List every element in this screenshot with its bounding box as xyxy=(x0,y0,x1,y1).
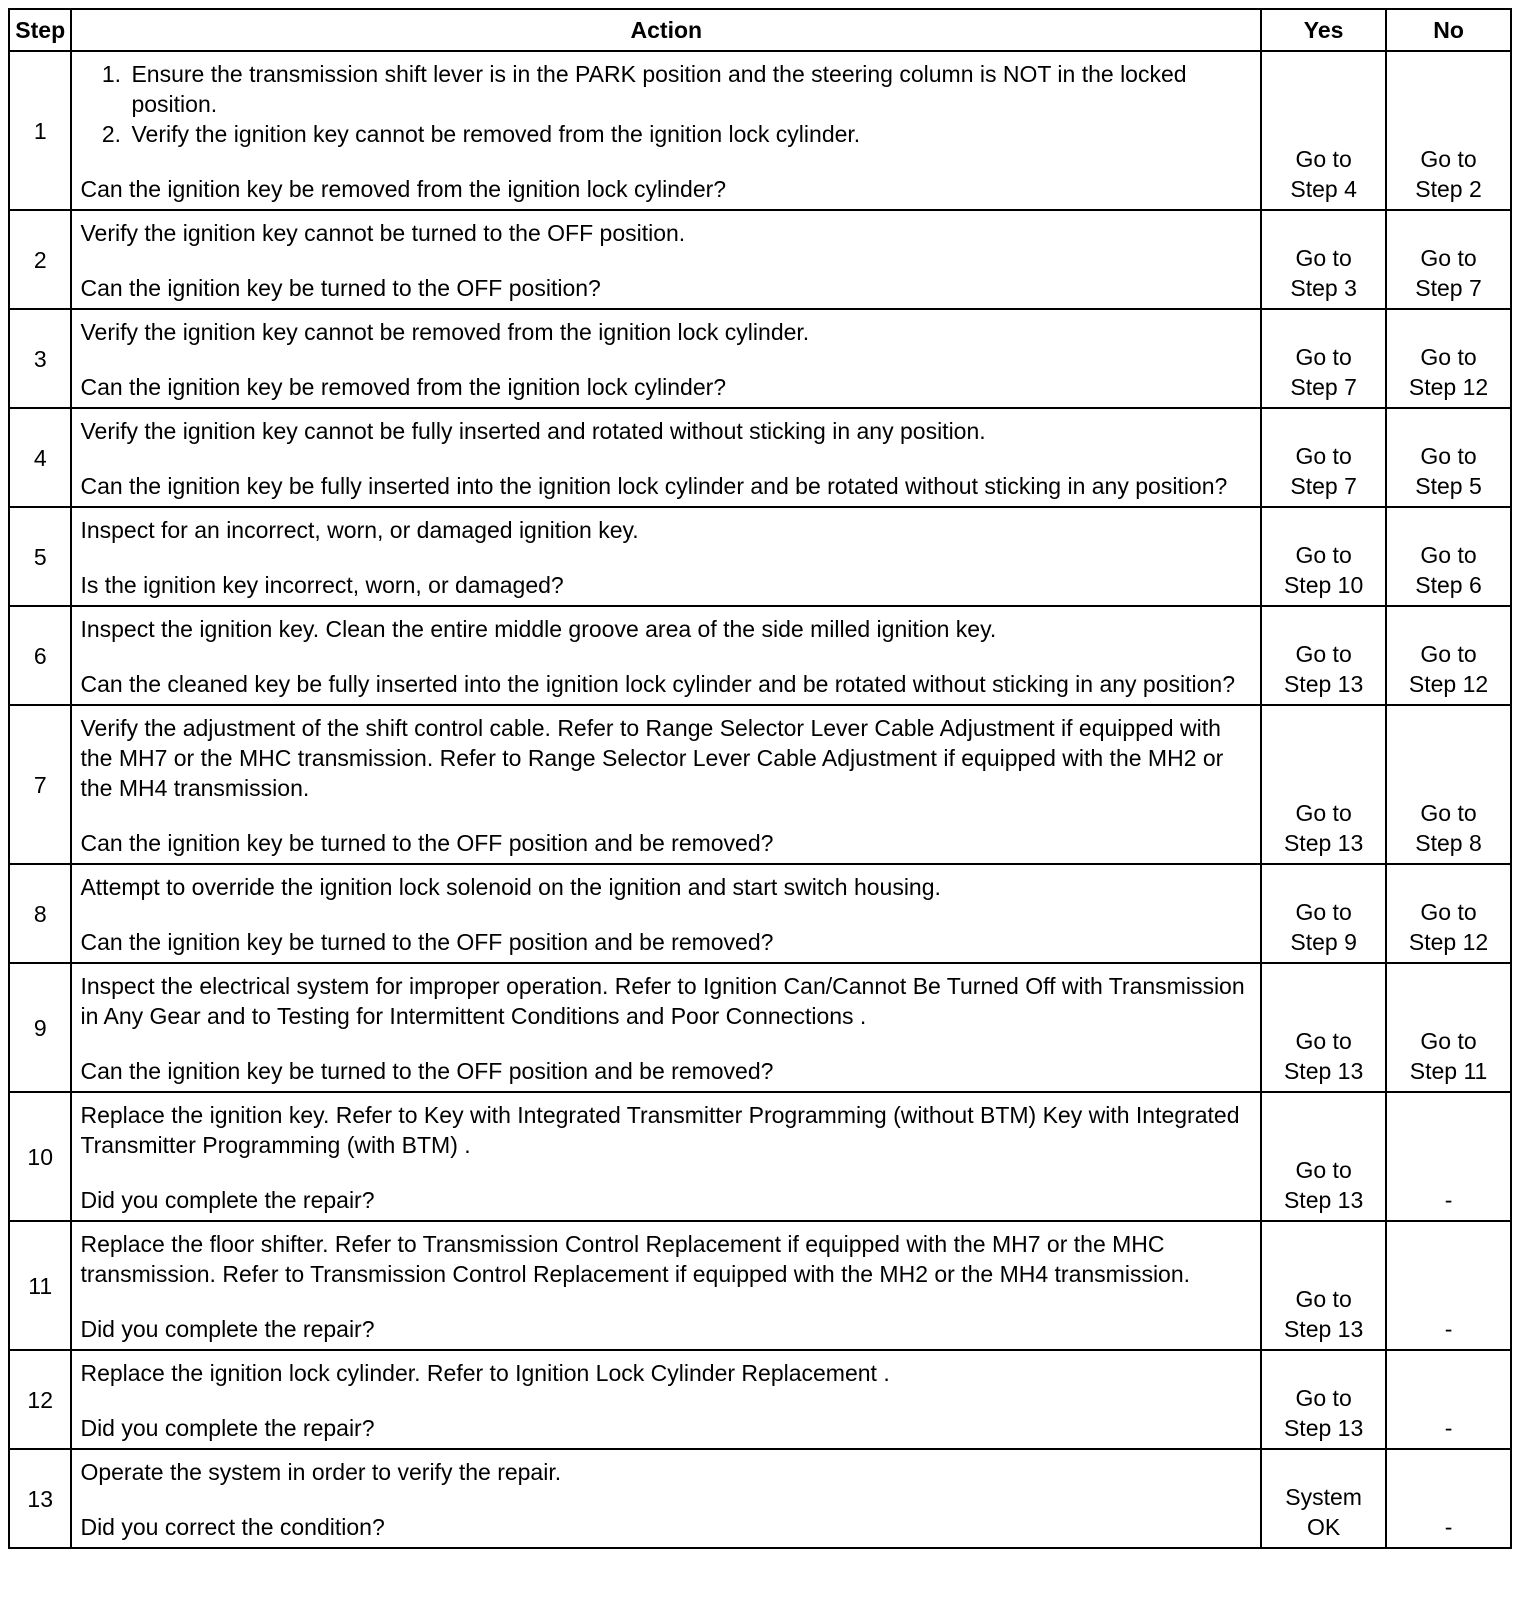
no-outcome-line: Go to xyxy=(1420,1028,1477,1054)
no-outcome xyxy=(1386,963,1511,1092)
header-action: Action xyxy=(71,9,1261,51)
yes-outcome xyxy=(1261,963,1386,1092)
paragraph-gap xyxy=(80,1487,1252,1512)
yes-outcome xyxy=(1261,705,1386,864)
no-outcome xyxy=(1386,1221,1511,1350)
yes-outcome-line: System xyxy=(1285,1484,1362,1510)
yes-outcome-line: Go to xyxy=(1295,146,1352,172)
action-question: Can the ignition key be turned to the OFF position? xyxy=(80,275,601,301)
step-number: 4 xyxy=(9,408,71,507)
yes-outcome xyxy=(1261,408,1386,507)
no-outcome xyxy=(1386,51,1511,210)
yes-outcome-line: Step 13 xyxy=(1283,1316,1364,1342)
table-row xyxy=(9,963,1511,1092)
action-cell xyxy=(71,864,1261,963)
no-outcome-line: - xyxy=(1444,1415,1453,1441)
action-text: Verify the ignition key cannot be fully inserted and rotated without sticking in any position. xyxy=(80,418,986,444)
yes-outcome-line: Go to xyxy=(1295,443,1352,469)
action-text: Attempt to override the ignition lock solenoid on the ignition and start switch housing. xyxy=(80,874,941,900)
no-outcome-line: Go to xyxy=(1420,443,1477,469)
action-list-item: 2. Verify the ignition key cannot be removed from the ignition lock cylinder. xyxy=(127,119,1252,149)
step-number: 7 xyxy=(9,705,71,864)
step-number: 1 xyxy=(9,51,71,210)
yes-outcome-line: Go to xyxy=(1295,1385,1352,1411)
step-number: 6 xyxy=(9,606,71,705)
table-row xyxy=(9,1092,1511,1221)
no-outcome xyxy=(1386,606,1511,705)
yes-outcome-line: Go to xyxy=(1295,245,1352,271)
action-cell xyxy=(71,51,1261,210)
table-row xyxy=(9,210,1511,309)
yes-outcome xyxy=(1261,864,1386,963)
action-question: Can the ignition key be removed from the ignition lock cylinder? xyxy=(80,374,727,400)
table-row xyxy=(9,864,1511,963)
table-row xyxy=(9,606,1511,705)
yes-outcome-line: Step 13 xyxy=(1283,671,1364,697)
yes-outcome-line: Go to xyxy=(1295,1157,1352,1183)
yes-outcome-line: Go to xyxy=(1295,899,1352,925)
step-number: 5 xyxy=(9,507,71,606)
action-cell xyxy=(71,606,1261,705)
action-question: Is the ignition key incorrect, worn, or damaged? xyxy=(80,572,564,598)
step-number: 10 xyxy=(9,1092,71,1221)
action-cell xyxy=(71,1221,1261,1350)
action-question: Can the cleaned key be fully inserted into the ignition lock cylinder and be rotated without sticking in any position? xyxy=(80,671,1235,697)
action-cell xyxy=(71,1449,1261,1548)
action-question: Can the ignition key be removed from the ignition lock cylinder? xyxy=(80,176,727,202)
table-row xyxy=(9,51,1511,210)
no-outcome-line: Go to xyxy=(1420,542,1477,568)
no-outcome-line: Step 12 xyxy=(1408,929,1489,955)
step-number: 11 xyxy=(9,1221,71,1350)
table-body xyxy=(9,51,1511,1548)
no-outcome-line: - xyxy=(1444,1514,1453,1540)
yes-outcome-line: Step 7 xyxy=(1290,374,1357,400)
table-row xyxy=(9,705,1511,864)
yes-outcome xyxy=(1261,1350,1386,1449)
action-list-item: 1. Ensure the transmission shift lever is in the PARK position and the steering column is NOT in the locked position. xyxy=(127,59,1252,119)
paragraph-gap xyxy=(80,644,1252,669)
action-question: Did you complete the repair? xyxy=(80,1415,375,1441)
action-text: Replace the ignition key. Refer to Key with Integrated Transmitter Programming (without BTM) Key with Integrated Transmitter Programming (with BTM) . xyxy=(80,1102,1240,1158)
no-outcome-line: Step 8 xyxy=(1415,830,1482,856)
step-number: 12 xyxy=(9,1350,71,1449)
no-outcome xyxy=(1386,210,1511,309)
action-cell xyxy=(71,1350,1261,1449)
paragraph-gap xyxy=(80,1031,1252,1056)
yes-outcome xyxy=(1261,1449,1386,1548)
action-text: Inspect the electrical system for improper operation. Refer to Ignition Can/Cannot Be Turned Off with Transmission in Any Gear and to Testing for Intermittent Conditions and Poor Connections . xyxy=(80,973,1245,1029)
step-number: 13 xyxy=(9,1449,71,1548)
action-text: Verify the ignition key cannot be turned to the OFF position. xyxy=(80,220,686,246)
no-outcome-line: Step 7 xyxy=(1415,275,1482,301)
header-step: Step xyxy=(9,9,71,51)
yes-outcome-line: Step 13 xyxy=(1283,1058,1364,1084)
yes-outcome-line: Step 9 xyxy=(1290,929,1357,955)
yes-outcome xyxy=(1261,309,1386,408)
no-outcome-line: - xyxy=(1444,1316,1453,1342)
table-row xyxy=(9,1449,1511,1548)
action-text: Inspect for an incorrect, worn, or damaged ignition key. xyxy=(80,517,639,543)
yes-outcome xyxy=(1261,1221,1386,1350)
no-outcome-line: Go to xyxy=(1420,245,1477,271)
yes-outcome xyxy=(1261,51,1386,210)
no-outcome-line: - xyxy=(1444,1187,1453,1213)
yes-outcome xyxy=(1261,1092,1386,1221)
paragraph-gap xyxy=(80,803,1252,828)
no-outcome xyxy=(1386,309,1511,408)
diagnostic-table xyxy=(8,8,1512,1549)
action-text: Replace the floor shifter. Refer to Transmission Control Replacement if equipped with the MH7 or the MHC transmission. Refer to Transmission Control Replacement if equipped with the MH2 or the MH4 transmission. xyxy=(80,1231,1191,1287)
no-outcome xyxy=(1386,507,1511,606)
no-outcome-line: Step 6 xyxy=(1415,572,1482,598)
yes-outcome-line: Step 4 xyxy=(1290,176,1357,202)
header-yes: Yes xyxy=(1261,9,1386,51)
yes-outcome-line: Go to xyxy=(1295,800,1352,826)
paragraph-gap xyxy=(80,248,1252,273)
action-question: Did you complete the repair? xyxy=(80,1316,375,1342)
yes-outcome-line: Step 13 xyxy=(1283,830,1364,856)
paragraph-gap xyxy=(80,1160,1252,1185)
yes-outcome-line: Step 7 xyxy=(1290,473,1357,499)
no-outcome-line: Step 2 xyxy=(1415,176,1482,202)
paragraph-gap xyxy=(80,149,1252,174)
table-row xyxy=(9,1221,1511,1350)
yes-outcome-line: Step 13 xyxy=(1283,1187,1364,1213)
action-question: Did you correct the condition? xyxy=(80,1514,385,1540)
paragraph-gap xyxy=(80,902,1252,927)
yes-outcome-line: OK xyxy=(1307,1514,1341,1540)
action-text: Inspect the ignition key. Clean the entire middle groove area of the side milled ignition key. xyxy=(80,616,997,642)
table-row xyxy=(9,408,1511,507)
yes-outcome-line: Go to xyxy=(1295,1286,1352,1312)
action-question: Did you complete the repair? xyxy=(80,1187,375,1213)
action-cell xyxy=(71,507,1261,606)
action-question: Can the ignition key be turned to the OFF position and be removed? xyxy=(80,830,774,856)
action-cell xyxy=(71,408,1261,507)
action-cell xyxy=(71,210,1261,309)
action-text: Verify the ignition key cannot be removed from the ignition lock cylinder. xyxy=(80,319,810,345)
no-outcome xyxy=(1386,1092,1511,1221)
table-row xyxy=(9,309,1511,408)
step-number: 8 xyxy=(9,864,71,963)
action-text: Replace the ignition lock cylinder. Refer to Ignition Lock Cylinder Replacement . xyxy=(80,1360,890,1386)
yes-outcome-line: Go to xyxy=(1295,542,1352,568)
no-outcome-line: Go to xyxy=(1420,146,1477,172)
no-outcome xyxy=(1386,864,1511,963)
step-number: 9 xyxy=(9,963,71,1092)
yes-outcome xyxy=(1261,606,1386,705)
yes-outcome xyxy=(1261,507,1386,606)
action-cell xyxy=(71,705,1261,864)
action-question: Can the ignition key be fully inserted into the ignition lock cylinder and be rotated without sticking in any position? xyxy=(80,473,1228,499)
no-outcome-line: Step 11 xyxy=(1409,1058,1488,1084)
header-row xyxy=(9,9,1511,51)
action-question: Can the ignition key be turned to the OFF position and be removed? xyxy=(80,1058,774,1084)
table-row xyxy=(9,1350,1511,1449)
action-cell xyxy=(71,309,1261,408)
yes-outcome-line: Step 13 xyxy=(1283,1415,1364,1441)
no-outcome-line: Step 5 xyxy=(1415,473,1482,499)
yes-outcome-line: Go to xyxy=(1295,1028,1352,1054)
yes-outcome-line: Go to xyxy=(1295,344,1352,370)
no-outcome xyxy=(1386,705,1511,864)
action-text: Verify the adjustment of the shift control cable. Refer to Range Selector Lever Cable Adjustment if equipped with the MH7 or the MHC transmission. Refer to Range Selector Lever Cable Adjustment if equipped with the MH2 or the MH4 transmission. xyxy=(80,715,1224,801)
paragraph-gap xyxy=(80,545,1252,570)
action-question: Can the ignition key be turned to the OFF position and be removed? xyxy=(80,929,774,955)
yes-outcome-line: Step 3 xyxy=(1290,275,1357,301)
no-outcome-line: Step 12 xyxy=(1408,374,1489,400)
step-number: 2 xyxy=(9,210,71,309)
action-cell xyxy=(71,963,1261,1092)
header-no: No xyxy=(1386,9,1511,51)
step-number: 3 xyxy=(9,309,71,408)
no-outcome xyxy=(1386,408,1511,507)
yes-outcome-line: Go to xyxy=(1295,641,1352,667)
no-outcome xyxy=(1386,1350,1511,1449)
table-row xyxy=(9,507,1511,606)
action-text: Operate the system in order to verify the repair. xyxy=(80,1459,562,1485)
no-outcome-line: Step 12 xyxy=(1408,671,1489,697)
paragraph-gap xyxy=(80,347,1252,372)
paragraph-gap xyxy=(80,1388,1252,1413)
no-outcome-line: Go to xyxy=(1420,641,1477,667)
action-list xyxy=(80,59,1252,149)
no-outcome xyxy=(1386,1449,1511,1548)
paragraph-gap xyxy=(80,1289,1252,1314)
no-outcome-line: Go to xyxy=(1420,344,1477,370)
yes-outcome-line: Step 10 xyxy=(1283,572,1364,598)
yes-outcome xyxy=(1261,210,1386,309)
action-cell xyxy=(71,1092,1261,1221)
no-outcome-line: Go to xyxy=(1420,899,1477,925)
paragraph-gap xyxy=(80,446,1252,471)
no-outcome-line: Go to xyxy=(1420,800,1477,826)
